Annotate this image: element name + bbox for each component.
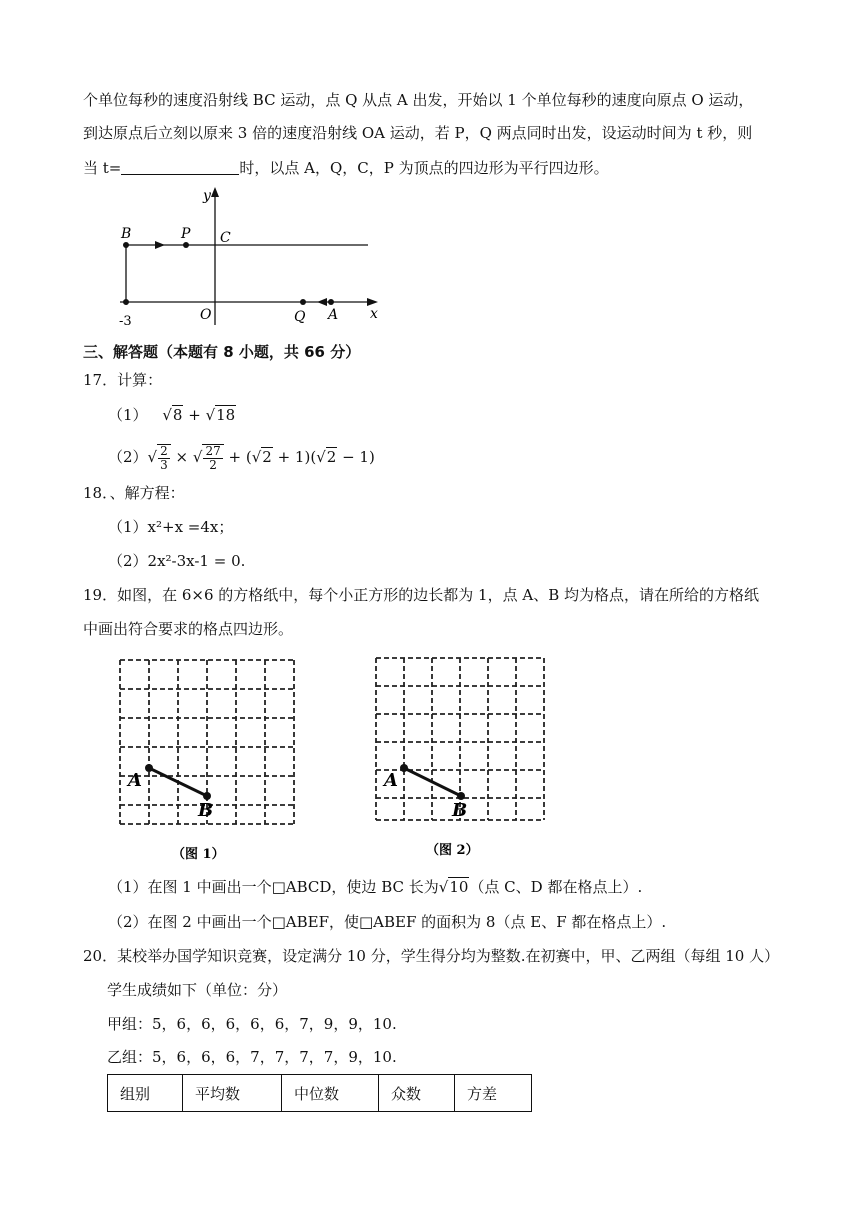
q19-part1: （1）在图 1 中画出一个□ABCD，使边 BC 长为√10（点 C、D 都在格点上）. [108,878,643,896]
q20-line2: 学生成绩如下（单位：分） [107,981,288,999]
score-table [107,1074,532,1112]
minus-three-label: -3 [119,314,132,329]
q18-part1: （1）x²+x =4x； [108,518,234,536]
q16-line1: 个单位每秒的速度沿射线 BC 运动，点 Q 从点 A 出发，开始以 1 个单位每秒的速度向原点 O 运动， [83,91,754,109]
q17-part1-label: （1） [108,406,148,424]
q18-part2: （2）2x²-3x-1 = 0. [108,552,246,570]
point-q-label: Q [294,309,306,325]
q17-p1-radicand-b: 18 [216,406,236,424]
point-c-label: C [220,230,231,246]
y-axis-label: y [203,188,211,204]
q17-p1-plus: + [188,406,201,424]
table-header-cell: 组别 [108,1075,183,1112]
fig1-caption: （图 1） [172,847,225,862]
point-a-label: A [328,307,339,323]
table-header-cell: 平均数 [183,1075,282,1112]
q17-p1-radicand-a: 8 [172,406,183,424]
q19-part1-suffix: （点 C、D 都在格点上）. [469,878,643,896]
q18-title: 18．、解方程： [83,484,185,502]
q16-line2: 到达原点后立刻以原来 3 倍的速度沿射线 OA 运动，若 P，Q 两点同时出发，设运动时间为 t 秒，则 [83,124,753,142]
q20-group-b: 乙组：5，6，6，6，7，7，7，7，9，10. [107,1048,397,1066]
q16-line3-suffix: 时，以点 A，Q，C，P 为顶点的四边形为平行四边形。 [239,159,609,177]
q17-frac-1: $\frac{2}{3}$ [157,444,171,472]
x-axis-label: x [370,306,378,322]
q17-part2: （2）√ $\frac{2}{3}$ × √ $\frac{27}{2}$ + (√2 + 1)(√2 − 1) [108,444,375,472]
table-header-cell: 方差 [455,1075,532,1112]
q20-line1: 20．某校举办国学知识竞赛，设定满分 10 分，学生得分均为整数.在初赛中，甲、乙两组（每组 10 人） [83,947,780,965]
point-p-label: P [181,226,191,242]
grid-figure-2 [366,648,566,868]
q19-part1-text: （1）在图 1 中画出一个□ABCD，使边 BC 长为 [108,878,439,896]
fig1-label-b: B [198,800,214,821]
q17-part2-label: （2） [108,448,148,466]
q19-line1: 19．如图，在 6×6 的方格纸中，每个小正方形的边长都为 1，点 A、B 均为格点，请在所给的方格纸 [83,586,759,604]
q16-line3 [83,157,609,179]
grid-figure-1 [110,650,310,870]
fig2-label-a: A [384,770,398,791]
origin-label: O [200,307,212,323]
table-header-cell: 中位数 [282,1075,379,1112]
q19-part2: （2）在图 2 中画出一个□ABEF，使□ABEF 的面积为 8（点 E、F 都在格点上）. [108,913,667,931]
q17-title: 17．计算： [83,371,163,389]
answer-blank[interactable] [121,158,239,175]
q16-line3-prefix: 当 t= [83,159,122,177]
q17-frac-2: $\frac{27}{2}$ [202,444,223,472]
q20-group-a: 甲组：5，6，6，6，6，6，7，9，9，10. [107,1015,397,1033]
table-header-cell: 众数 [379,1075,455,1112]
q19-line2: 中画出符合要求的格点四边形。 [83,620,294,638]
fig2-caption: （图 2） [426,843,479,858]
fig1-label-a: A [128,770,142,791]
section-title: 三、解答题（本题有 8 小题，共 66 分） [83,343,361,361]
fig2-label-b: B [452,800,468,821]
table-header-row [108,1075,532,1112]
q16-coordinate-figure [110,185,390,330]
point-b-label: B [121,226,132,242]
q17-part1: （1） √8 + √18 [108,406,236,424]
q19-sqrt-value: 10 [449,878,469,896]
